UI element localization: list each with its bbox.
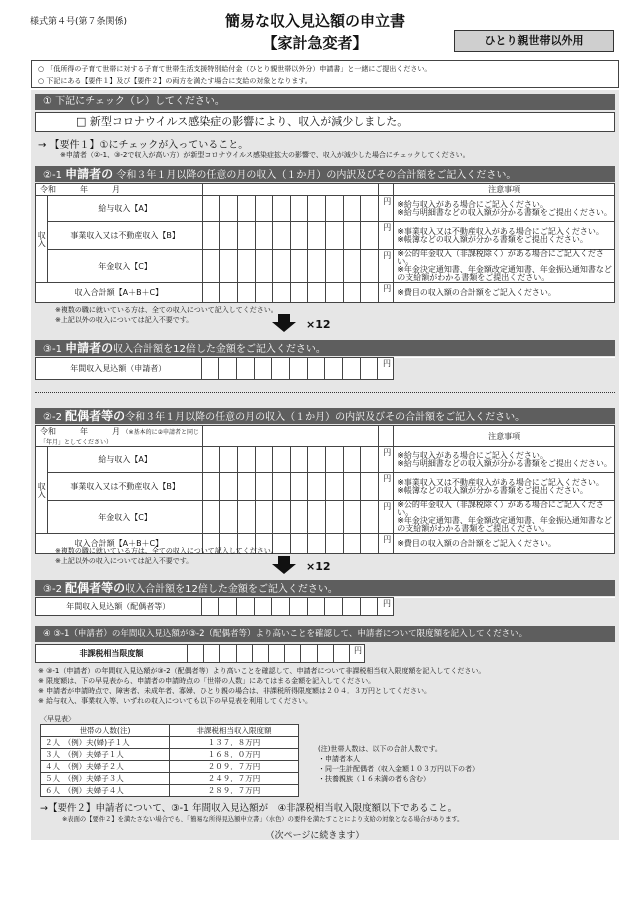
income-total-label: 収入合計額【A＋B＋C】 [36,283,203,303]
intro-box [31,60,619,88]
requirement-2-note: ※表面の【要件２】を満たさない場合でも、「簡易な所得見込額申立書」（水色）の要件を満たすことにより支給の対象となる場合があります。 [62,816,464,823]
spouse-income-table: 令和 年 月 （※基本的に②申請者と同じ「年月」としてください） 注意事項 収入 給与収入【A】 円 ※給与収入がある場合にご記入ください。 ※給与明細書などの収入額が分かる書類をご提出ください。 事業収入又は不動産収入【B】 円 ※事業収入又は不動産収入がある場合にご記入ください。 ※帳簿などの収入額が分かる書類をご提出ください。 年金収入【C】 円 ※公的年金収入（非課税除く）がある場合にご記入ください。 ※年金決定通知書、年金額改定通知書、年金振込通知書などの支給額がわかる書類をご提出ください。 収入合計額【A＋B＋C】 円 ※費目の収入額の合計額をご記入ください。 [35,425,615,554]
spouse-pension-label: 年金収入【C】 [48,501,202,534]
spouse-annual-label: 年間収入見込額（配偶者等） [36,598,202,616]
total-notes: ※費目の収入額の合計額をご記入ください。 [394,283,615,303]
limit-label: 非課税相当限度額 [36,645,188,663]
applicant-annual-table: 年間収入見込額（申請者） 円 [35,357,615,380]
table-row: ５人 （例）夫婦子３人 ２４９．７万円 [41,773,299,785]
table-row: ６人 （例）夫婦子４人 ２８９．７万円 [41,785,299,797]
household-note: (注)世帯人数は、以下の合計人数です。 ・申請者本人 ・同一生計配偶者（収入金額１０３万円以下の者） ・扶養親族（１６未満の者も含む） [318,745,479,783]
sec22-after-note-1: ※複数の職に就いている方は、全ての収入について記入してください。 [55,547,278,555]
spouse-business-label: 事業収入又は不動産収入【B】 [48,473,202,501]
form-number: 様式第４号(第７条関係) [30,17,128,27]
spouse-total-label: 収入合計額【A＋B＋C】 [36,534,203,554]
page-subtitle: 【家計急変者】 [262,34,368,52]
applicant-date-field[interactable]: 令和 年 月 [36,184,203,196]
limit-table: 非課税相当限度額 円 [35,644,365,663]
business-notes: ※事業収入又は不動産収入がある場合にご記入ください。 ※帳簿などの収入額が分かる書類をご提出ください。 [394,222,615,250]
section-2-2-bar: ②-2 配偶者等の令和３年１月以降の任意の月の収入（１か月）の内訳及びその合計額をご記入ください。 [35,408,615,424]
requirement-1-note: ※申請者（②-1、③-2で収入が高い方）が新型コロナウイルス感染症拡大の影響で、収入が減少した場合にチェックしてください。 [60,151,470,159]
applicant-annual-label: 年間収入見込額（申請者） [36,358,202,380]
salary-notes: ※給与収入がある場合にご記入ください。 ※給与明細書などの収入額が分かる書類をご提出ください。 [394,196,615,222]
sec21-after-note-1: ※複数の職に就いている方は、全ての収入について記入してください。 [55,306,278,314]
quick-reference-table: 世帯の人数(注) 非課税相当収入限度額 ２人 （例）夫(婦)子１人 １３７．８万円 ３人 （例）夫婦子１人 １６８．０万円 ４人 （例）夫婦子２人 ２０９．７万円 ５人 （例）夫婦子３人 ２４９．７万円 ６人 （例）夫婦子４人 ２８９．７万円 [40,724,299,797]
section-3-1-bar: ③-1 申請者の収入合計額を12倍した金額をご記入ください。 [35,340,615,356]
covid-checkbox-text: □ 新型コロナウイルス感染症の影響により、収入が減少しました。 [76,115,409,128]
business-income-label: 事業収入又は不動産収入【B】 [48,222,202,250]
intro-line-1: ○ 「低所得の子育て世帯に対する子育て世帯生活支援特別給付金（ひとり親世帯以外分）申請書」と一緒にご提出ください。 [38,65,432,73]
multiply-12-2: ×12 [306,560,331,573]
spouse-date-field[interactable]: 令和 年 月 （※基本的に②申請者と同じ「年月」としてください） [36,426,203,447]
table-row: ２人 （例）夫(婦)子１人 １３７．８万円 [41,737,299,749]
section-2-1-bar-big: 申請者の [65,167,114,181]
limit-notes: ※ ③-1（申請者）の年間収入見込額が③-2（配偶者等）より高いことを確認して、申請者について非課税相当収入限度額を記入してください。 ※ 限度額は、下の早見表から、申請者の申請時点の「世帯の人数」にあてはまる金額を記入してください。 ※ 申請者が申請時点で、障害者、未成年者、寡婦、ひとり親の場合は、非課税所得限度額は２０４．３万円としてください。 ※ 給与収入、事業収入等、いずれの収入についても以下の早見表を利用してください。 [38,667,486,705]
notes-header: 注意事項 [394,184,615,196]
table-row: ３人 （例）夫婦子１人 １６８．０万円 [41,749,299,761]
page-title: 簡易な収入見込額の申立書 [224,12,405,30]
sec22-after-note-2: ※上記以外の収入については記入不要です。 [55,557,194,565]
down-arrow-icon [272,314,296,332]
divider [35,392,615,393]
section-4-bar: ④ ③-1（申請者）の年間収入見込額が③-2（配偶者等）より高いことを確認して、申請者について限度額を記入してください。 [35,626,615,642]
applicant-income-table: 令和 年 月 注意事項 収入 給与収入【A】 円 ※給与収入がある場合にご記入ください。 ※給与明細書などの収入額が分かる書類をご提出ください。 事業収入又は不動産収入【B】 円 ※事業収入又は不動産収入がある場合にご記入ください。 ※帳簿などの収入額が分かる書類をご提出ください。 年金収入【C】 円 ※公的年金収入（非課税除く）がある場合にご記入ください。 ※年金決定通知書、年金額改定通知書、年金振込通知書などの支給額がわかる書類をご提出ください。 収入合計額【A＋B＋C】 円 ※費目の収入額の合計額をご記入ください。 [35,183,615,303]
table-row: ４人 （例）夫婦子２人 ２０９．７万円 [41,761,299,773]
income-side-label: 収入 [36,196,48,283]
covid-checkbox-row[interactable] [35,112,615,132]
section-1-bar: ① 下記にチェック（レ）してください。 [35,94,615,110]
spouse-annual-table: 年間収入見込額（配偶者等） 円 [35,597,615,616]
household-type-badge: ひとり親世帯以外用 [454,30,614,52]
spouse-salary-label: 給与収入【A】 [48,447,202,473]
sec21-after-note-2: ※上記以外の収入については記入不要です。 [55,316,194,324]
salary-income-label: 給与収入【A】 [48,196,202,222]
quick-table-caption: 〈早見表〉 [40,715,75,723]
intro-line-2: ○ 下記にある【要件１】及び【要件２】の両方を満たす場合に支給の対象となります。 [38,77,312,85]
section-3-2-bar: ③-2 配偶者等の収入合計額を12倍した金額をご記入ください。 [35,580,615,596]
down-arrow-icon-2 [272,556,296,574]
pension-income-label: 年金収入【C】 [48,250,202,283]
requirement-1: → 【要件１】①にチェックが入っていること。 [38,140,249,151]
section-2-1-bar: ②-1 申請者の 令和３年１月以降の任意の月の収入（１か月）の内訳及びその合計額をご記入ください。 [35,166,615,182]
continue-footer: （次ページに続きます） [265,831,365,841]
pension-notes: ※公的年金収入（非課税除く）がある場合にご記入ください。 ※年金決定通知書、年金額改定通知書、年金振込通知書などの支給額がわかる書類をご提出ください。 [394,250,615,283]
requirement-2: →【要件２】申請者について、③-1 年間収入見込額が ④非課税相当収入限度額以下であること。 [40,803,458,814]
multiply-12: ×12 [306,318,331,331]
